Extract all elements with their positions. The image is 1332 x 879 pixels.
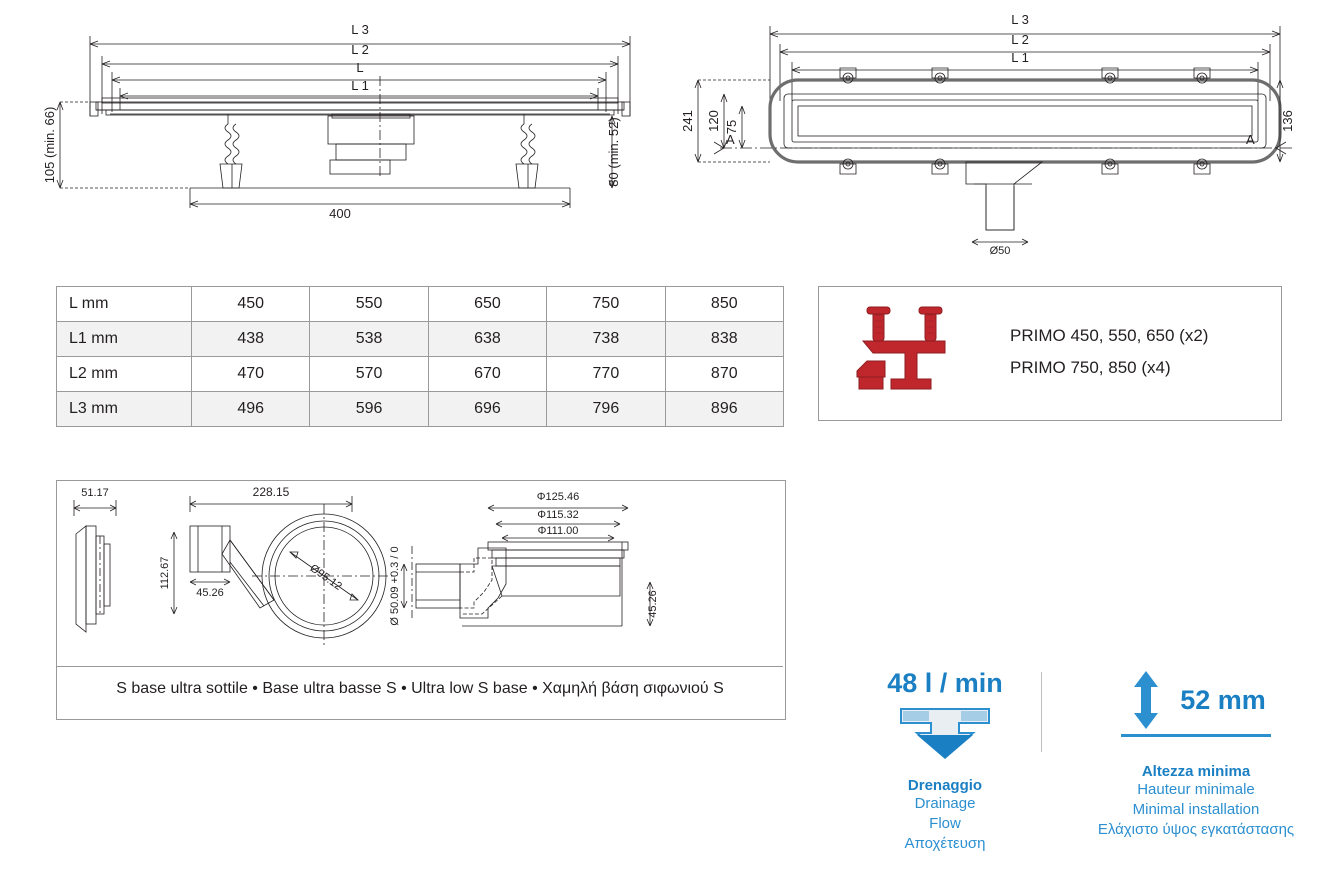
cell: 770 [547,357,665,392]
cell: 738 [547,322,665,357]
flow-block [860,668,1030,854]
height-caption-en: Minimal installation [1132,801,1260,818]
flow-value: 48 l / min [887,668,1003,698]
cell: 570 [310,357,428,392]
dimension-table [56,286,784,427]
row-head: L3 mm [57,392,192,427]
clamp-illustration [855,305,980,400]
dim-d1: Φ125.46 [536,491,580,503]
clamp-line-2: PRIMO 750, 850 (x4) [1010,358,1171,377]
cell: 470 [192,357,310,392]
cell: 538 [310,322,428,357]
cell: 838 [665,322,783,357]
top-right-drawing [680,6,1300,256]
cell: 650 [428,287,546,322]
height-arrow-icon [1126,669,1166,731]
outlet-dia-label: Ø50 [989,245,1011,256]
dim-circle-dia: Ø95.12 [307,562,344,593]
dim-80-label: 80 (min. 52) [606,117,621,187]
cell: 696 [428,392,546,427]
cell: 496 [192,392,310,427]
cell: 638 [428,322,546,357]
table-row [57,322,784,357]
cell: 850 [665,287,783,322]
cell: 796 [547,392,665,427]
dim-l1-label-right: L 1 [1011,50,1029,65]
dim-height: 112.67 [159,556,171,590]
dim-105-label: 105 (min. 66) [42,106,57,184]
section-mark-a-right: A [1246,132,1255,147]
cell: 750 [547,287,665,322]
dim-l1-label: L 1 [351,78,369,93]
row-head: L2 mm [57,357,192,392]
dim-241-label: 241 [680,110,695,132]
flow-icon [860,705,1030,767]
cell: 896 [665,392,783,427]
cell: 870 [665,357,783,392]
dim-400-label: 400 [329,206,351,221]
dim-l3-label: L 3 [351,22,369,37]
height-caption-fr: Hauteur minimale [1137,781,1255,798]
dim-d2: Φ115.32 [537,509,579,521]
row-head: L1 mm [57,322,192,357]
flow-caption-el: Αποχέτευση [904,835,986,852]
clamp-line-1: PRIMO 450, 550, 650 (x2) [1010,326,1209,345]
dim-l2-label-right: L 2 [1011,32,1029,47]
cell: 670 [428,357,546,392]
dim-overall-length: 228.15 [252,486,290,499]
dim-l-label: L [356,60,364,75]
height-value: 52 mm [1180,684,1266,715]
cell: 550 [310,287,428,322]
height-block [1072,668,1320,840]
top-left-drawing [40,6,670,236]
dim-136-label: 136 [1280,110,1295,132]
dim-d3: Φ111.00 [537,525,579,537]
cell: 450 [192,287,310,322]
dim-pipe: Ø 50.09 +0.3 / 0 [389,546,401,626]
table-row [57,392,784,427]
info-panel [860,668,1320,873]
sbase-caption: S base ultra sottile • Base ultra basse S • Ultra low S base • Χαμηλή βάση σιφωνιού S [116,680,724,697]
height-baseline [1121,734,1271,737]
dim-l2-label: L 2 [351,42,369,57]
cell: 438 [192,322,310,357]
table-row [57,357,784,392]
flow-caption-it: Drenaggio [907,777,983,794]
section-mark-a-left: A [726,132,735,147]
flow-caption-fr: Drainage [914,795,976,812]
dim-inner: 45.26 [196,587,224,599]
row-head: L mm [57,287,192,322]
dim-flange-width: 51.17 [81,487,109,499]
height-caption-el: Ελάχιστο ύψος εγκατάστασης [1097,821,1295,838]
dim-l3-label-right: L 3 [1011,12,1029,27]
height-caption-it: Altezza minima [1141,763,1251,780]
dim-75-label: 75 [724,119,739,135]
cell: 596 [310,392,428,427]
sbase-divider [57,666,783,667]
sbase-drawing [62,486,778,666]
flow-caption-en: Flow [929,815,961,832]
dim-right-height: 45.26 [647,590,659,618]
table-row [57,287,784,322]
dim-120-label: 120 [706,110,721,132]
